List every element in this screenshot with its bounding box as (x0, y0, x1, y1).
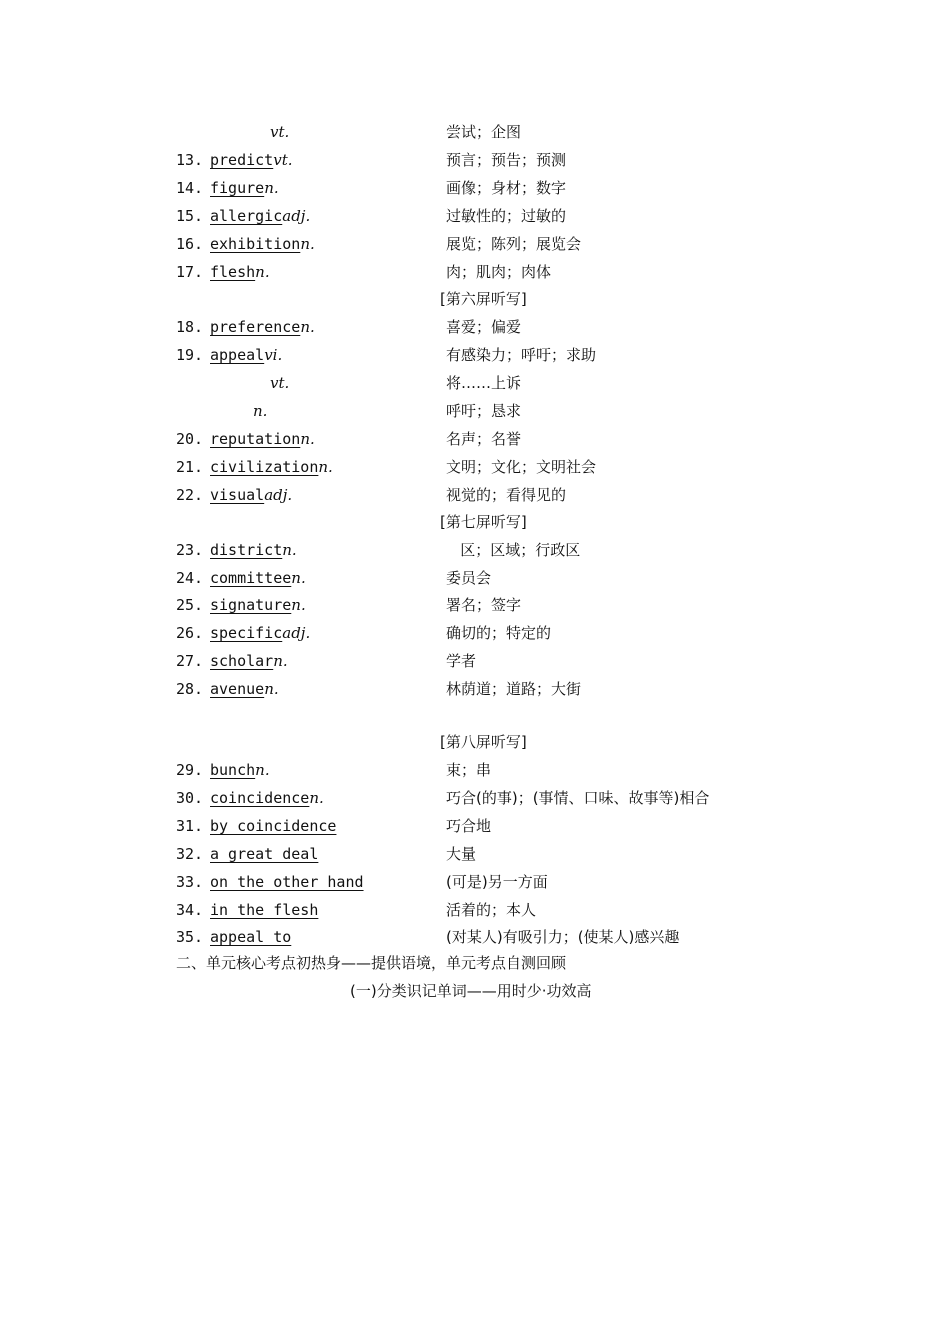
english-word: coincidence (210, 789, 310, 807)
english-word: figure (210, 179, 265, 197)
entry-number: 28. (176, 680, 204, 698)
english-word: committee (210, 569, 292, 587)
part-of-speech: n. (264, 680, 279, 698)
part-of-speech: vt. (273, 151, 293, 169)
entry-term (210, 205, 310, 227)
chinese-meaning: 展览；陈列；展览会 (446, 235, 582, 253)
chinese-meaning: 过敏性的；过敏的 (446, 207, 567, 225)
vocab-entry (0, 539, 950, 561)
entry-term (210, 926, 291, 948)
vocab-entry (0, 650, 950, 672)
entry-term (210, 344, 282, 366)
entry-term (210, 622, 310, 644)
entry-term (210, 428, 315, 450)
vocab-entry (0, 121, 950, 143)
chinese-meaning: 确切的；特定的 (446, 624, 552, 642)
entry-term (210, 843, 318, 865)
chinese-meaning: 将……上诉 (446, 374, 522, 392)
entry-number: 16. (176, 235, 204, 253)
entry-number: 23. (176, 541, 204, 559)
english-word: appeal to (210, 928, 292, 946)
part-of-speech: adj. (282, 624, 311, 642)
english-word: predict (210, 151, 274, 169)
part-of-speech: n. (255, 761, 270, 779)
entry-term (210, 149, 293, 171)
vocab-entry (0, 233, 950, 255)
subsection-row (0, 980, 950, 1002)
vocab-entry (0, 316, 950, 338)
english-word: exhibition (210, 235, 301, 253)
entry-number: 27. (176, 652, 204, 670)
entry-term (210, 539, 297, 561)
chinese-meaning: 区；区域；行政区 (446, 541, 581, 559)
part-of-speech: n. (309, 789, 324, 807)
entry-number: 29. (176, 761, 204, 779)
entry-term (210, 594, 306, 616)
english-word: bunch (210, 761, 256, 779)
english-word: reputation (210, 430, 301, 448)
vocab-entry (0, 622, 950, 644)
part-of-speech: n. (291, 596, 306, 614)
english-word: preference (210, 318, 301, 336)
chinese-meaning: (对某人)有吸引力；(使某人)感兴趣 (446, 928, 680, 946)
chinese-meaning: 有感染力；呼吁；求助 (446, 346, 597, 364)
vocab-entry (0, 344, 950, 366)
part-of-speech: n. (253, 402, 268, 420)
vocab-entry (0, 787, 950, 809)
chinese-meaning: (可是)另一方面 (446, 873, 548, 891)
part-of-speech: n. (255, 263, 270, 281)
entry-term (210, 899, 318, 921)
chinese-meaning: 束；串 (446, 761, 492, 779)
vocab-entry (0, 428, 950, 450)
chinese-meaning: 学者 (446, 652, 477, 670)
english-word: allergic (210, 207, 283, 225)
part-of-speech: adj. (282, 207, 311, 225)
vocab-entry (0, 678, 950, 700)
part-of-speech: n. (300, 318, 315, 336)
entry-term (210, 177, 279, 199)
vocab-entry (0, 456, 950, 478)
english-word: flesh (210, 263, 256, 281)
entry-number: 30. (176, 789, 204, 807)
entry-term (210, 759, 270, 781)
chinese-meaning: 尝试；企图 (446, 123, 522, 141)
entry-number: 35. (176, 928, 204, 946)
vocab-entry (0, 594, 950, 616)
screen-heading: [第六屏听写] (440, 290, 527, 308)
english-word: civilization (210, 458, 319, 476)
vocab-entry (0, 484, 950, 506)
english-word: in the flesh (210, 901, 319, 919)
chinese-meaning: 呼吁；恳求 (446, 402, 522, 420)
chinese-meaning: 名声；名誉 (446, 430, 522, 448)
part-of-speech: adj. (264, 486, 293, 504)
subsection-title: (一)分类识记单词——用时少·功效高 (350, 982, 592, 1000)
entry-term (210, 650, 288, 672)
chinese-meaning: 署名；签字 (446, 596, 522, 614)
screen-heading: [第八屏听写] (440, 733, 527, 751)
part-of-speech: vt. (270, 374, 290, 392)
chinese-meaning: 视觉的；看得见的 (446, 486, 567, 504)
english-word: signature (210, 596, 292, 614)
part-of-speech: vt. (270, 123, 290, 141)
chinese-meaning: 预言；预告；预测 (446, 151, 567, 169)
entry-number: 18. (176, 318, 204, 336)
entry-term (210, 815, 336, 837)
section-heading-row (0, 288, 950, 310)
section-heading-row (0, 731, 950, 753)
entry-number: 34. (176, 901, 204, 919)
vocab-entry (0, 205, 950, 227)
entry-number: 25. (176, 596, 204, 614)
entry-term (210, 316, 315, 338)
chinese-meaning: 肉；肌肉；肉体 (446, 263, 552, 281)
vocab-entry (0, 400, 950, 422)
chinese-meaning: 巧合地 (446, 817, 492, 835)
english-word: by coincidence (210, 817, 337, 835)
part-of-speech: n. (282, 541, 297, 559)
english-word: visual (210, 486, 265, 504)
entry-number: 31. (176, 817, 204, 835)
vocab-entry (0, 926, 950, 948)
chinese-meaning: 画像；身材；数字 (446, 179, 567, 197)
entry-term (210, 567, 306, 589)
chinese-meaning: 巧合(的事)；(事情、口味、故事等)相合 (446, 789, 710, 807)
vocab-entry (0, 759, 950, 781)
entry-number: 14. (176, 179, 204, 197)
vocab-entry (0, 261, 950, 283)
english-word: district (210, 541, 283, 559)
entry-term (210, 787, 324, 809)
entry-number: 17. (176, 263, 204, 281)
vocab-entry (0, 815, 950, 837)
entry-number: 22. (176, 486, 204, 504)
english-word: specific (210, 624, 283, 642)
part-of-speech: n. (300, 235, 315, 253)
chinese-meaning: 林荫道；道路；大街 (446, 680, 582, 698)
entry-number: 32. (176, 845, 204, 863)
entry-number: 13. (176, 151, 204, 169)
entry-term (210, 871, 364, 893)
entry-term (210, 678, 279, 700)
entry-number: 20. (176, 430, 204, 448)
chinese-meaning: 喜爱；偏爱 (446, 318, 522, 336)
part-of-speech: n. (273, 652, 288, 670)
vocab-entry (0, 871, 950, 893)
vocab-entry (0, 567, 950, 589)
vocab-entry (0, 372, 950, 394)
entry-term (210, 233, 315, 255)
entry-term (210, 484, 292, 506)
chinese-meaning: 活着的；本人 (446, 901, 537, 919)
vocab-entry (0, 899, 950, 921)
entry-number: 21. (176, 458, 204, 476)
screen-heading: [第七屏听写] (440, 513, 527, 531)
entry-number: 33. (176, 873, 204, 891)
chinese-meaning: 文明；文化；文明社会 (446, 458, 597, 476)
part-of-speech: n. (264, 179, 279, 197)
entry-number: 15. (176, 207, 204, 225)
entry-term (210, 456, 333, 478)
english-word: scholar (210, 652, 274, 670)
chinese-meaning: 委员会 (446, 569, 492, 587)
section-heading-row (0, 511, 950, 533)
entry-number: 26. (176, 624, 204, 642)
part-of-speech: n. (300, 430, 315, 448)
english-word: on the other hand (210, 873, 364, 891)
english-word: a great deal (210, 845, 319, 863)
english-word: avenue (210, 680, 265, 698)
section-title: 二、单元核心考点初热身——提供语境，单元考点自测回顾 (176, 954, 567, 972)
entry-number: 19. (176, 346, 204, 364)
english-word: appeal (210, 346, 265, 364)
part-of-speech: n. (291, 569, 306, 587)
chinese-meaning: 大量 (446, 845, 477, 863)
vocab-entry (0, 843, 950, 865)
section-row (0, 952, 950, 974)
part-of-speech: n. (318, 458, 333, 476)
part-of-speech: vi. (264, 346, 283, 364)
vocab-entry (0, 149, 950, 171)
vocab-entry (0, 177, 950, 199)
entry-term (210, 261, 270, 283)
entry-number: 24. (176, 569, 204, 587)
